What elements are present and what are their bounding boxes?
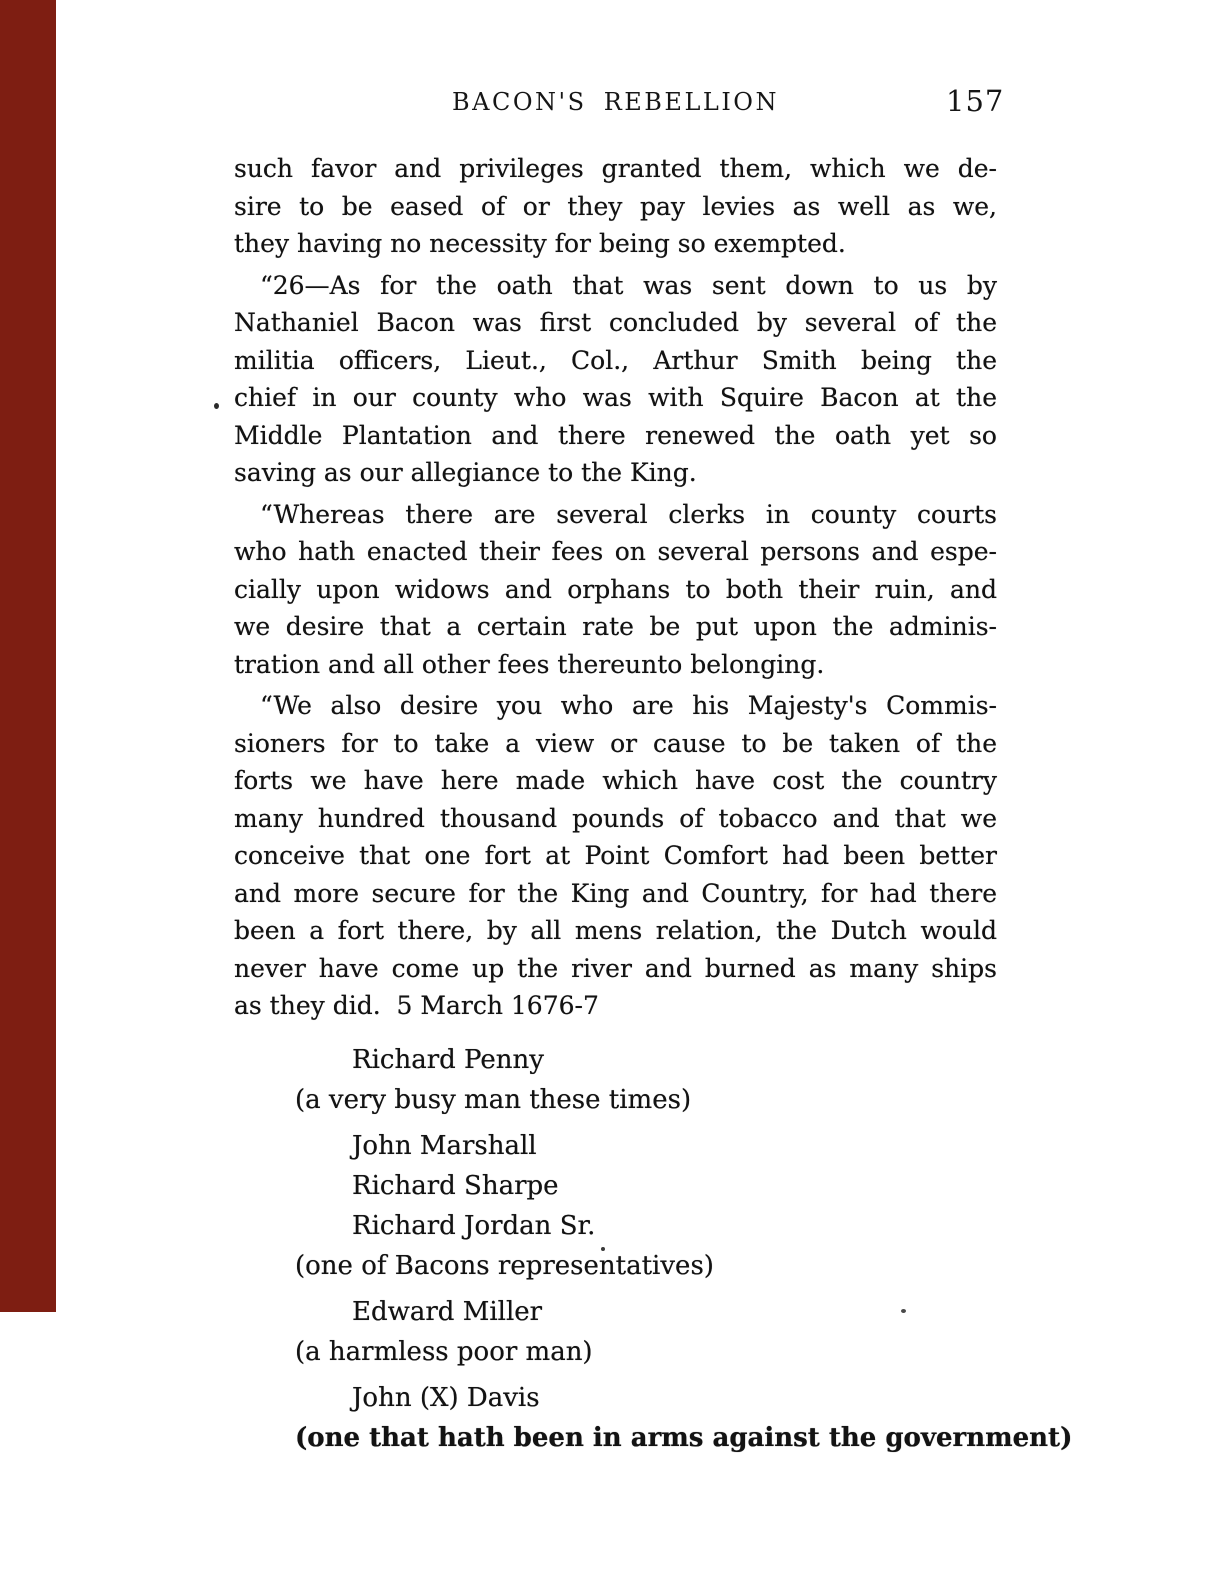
text-line: tration and all other fees thereunto belonging. xyxy=(234,649,825,679)
text-line: we desire that a certain rate be put upon the adminis- xyxy=(234,612,997,641)
signatory-group xyxy=(234,1378,1174,1458)
signatory-note: (a very busy man these times) xyxy=(295,1085,692,1115)
signatories-list xyxy=(234,1040,1174,1458)
running-header-title: BACON'S REBELLION xyxy=(452,88,779,116)
text-line: as they did. 5 March 1676-7 xyxy=(234,991,599,1020)
text-line: cially upon widows and orphans to both their ruin, and xyxy=(234,574,997,604)
text-line: conceive that one fort at Point Comfort had been better xyxy=(234,841,997,870)
book-edge-stripe xyxy=(0,0,56,1312)
paragraph-4 xyxy=(234,687,997,1025)
signatory-note: (one of Bacons representatives) xyxy=(295,1251,714,1281)
text-line: never have come up the river and burned as many ships xyxy=(234,953,997,983)
text-line: forts we have here made which have cost the country xyxy=(234,766,997,795)
signatory-name: Edward Miller xyxy=(352,1297,543,1327)
text-line: militia officers, Lieut., Col., Arthur Smith being the xyxy=(234,345,997,375)
paragraph-1 xyxy=(234,150,997,263)
ink-speck xyxy=(214,403,219,409)
text-line: many hundred thousand pounds of tobacco and that we xyxy=(234,803,997,833)
paragraph-3 xyxy=(234,496,997,684)
text-line: Middle Plantation and there renewed the oath yet so xyxy=(234,420,997,450)
signatory-name: John Marshall xyxy=(352,1131,537,1161)
ink-speck xyxy=(601,1247,605,1251)
body-text-block xyxy=(234,150,997,1025)
text-line: chief in our county who was with Squire Bacon at the xyxy=(234,383,997,412)
signatory-name: Richard Sharpe xyxy=(352,1171,559,1201)
page-number: 157 xyxy=(946,84,1005,118)
text-line: who hath enacted their fees on several persons and espe- xyxy=(234,537,997,566)
text-line: Nathaniel Bacon was first concluded by several of the xyxy=(234,308,997,337)
signatory-note: (one that hath been in arms against the government) xyxy=(295,1423,1073,1453)
text-line: been a fort there, by all mens relation, the Dutch would xyxy=(234,916,997,945)
signatory-note: (a harmless poor man) xyxy=(295,1337,593,1367)
signatory-name: Richard Penny xyxy=(352,1045,544,1075)
text-line: “26—As for the oath that was sent down to us by xyxy=(260,270,997,300)
text-line: they having no necessity for being so exempted. xyxy=(234,229,846,258)
signatory-name: John (X) Davis xyxy=(352,1383,540,1413)
text-line: and more secure for the King and Country, for had there xyxy=(234,878,997,908)
signatory-group xyxy=(234,1040,1174,1120)
text-line: sioners for to take a view or cause to be taken of the xyxy=(234,728,997,758)
ink-speck xyxy=(901,1309,906,1313)
signatory-name: Richard Jordan Sr. xyxy=(352,1211,596,1241)
text-line: “Whereas there are several clerks in county courts xyxy=(260,499,997,529)
signatory-group xyxy=(234,1292,1174,1372)
text-line: such favor and privileges granted them, which we de- xyxy=(234,154,997,183)
text-line: saving as our allegiance to the King. xyxy=(234,458,697,487)
paragraph-2 xyxy=(234,267,997,492)
text-line: sire to be eased of or they pay levies as well as we, xyxy=(234,191,997,221)
signatory-group xyxy=(234,1126,1174,1286)
text-line: “We also desire you who are his Majesty's Commis- xyxy=(260,691,997,720)
